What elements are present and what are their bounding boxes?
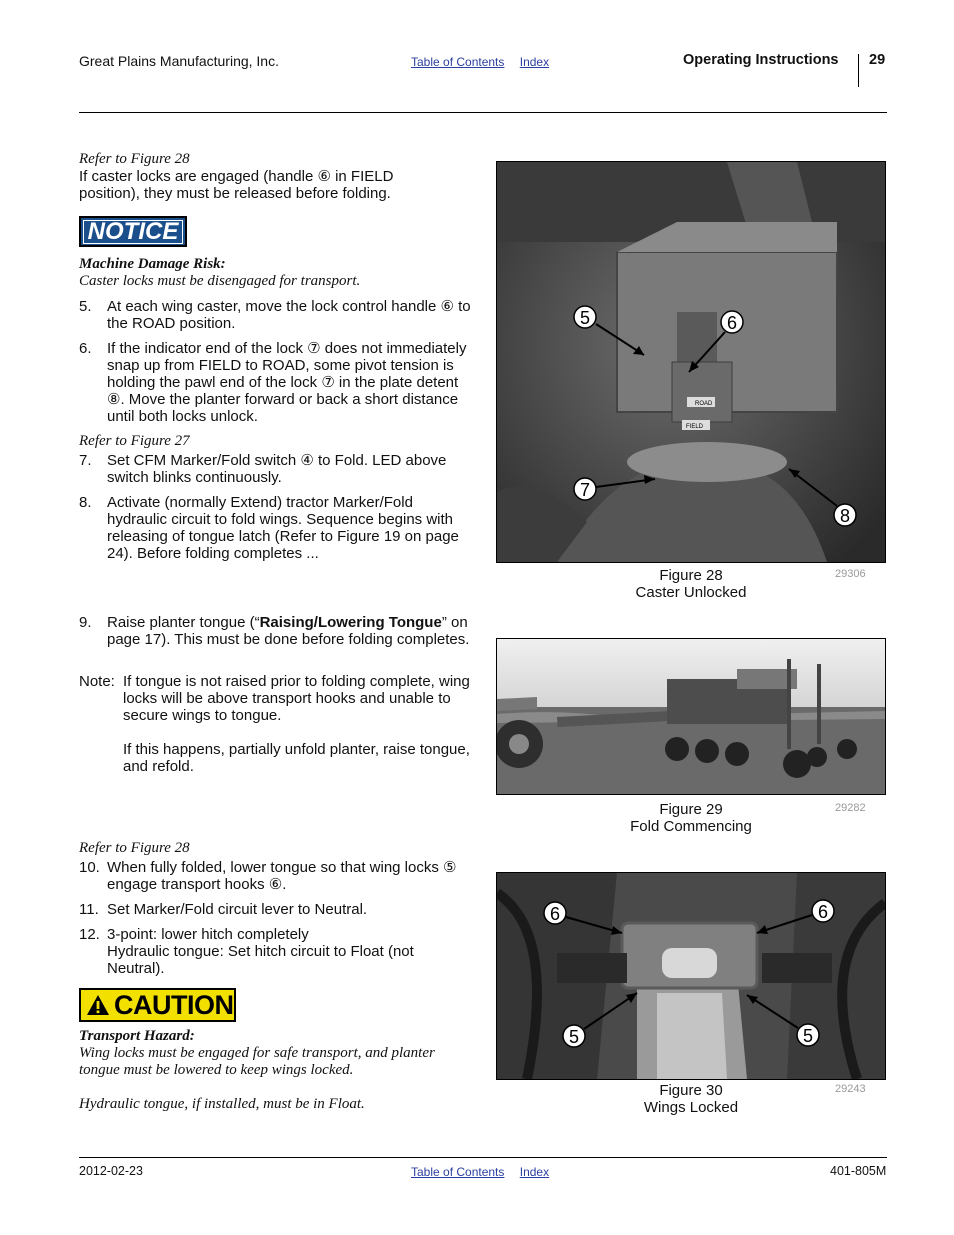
step-6 xyxy=(79,340,471,425)
step12-line-1: 3-point: lower hitch completely xyxy=(107,926,309,943)
notice-label: NOTICE xyxy=(83,220,183,244)
figure-29-title: Fold Commencing xyxy=(630,818,752,835)
header-toc-link[interactable]: Table of Contents xyxy=(411,55,505,69)
step-text: If the indicator end of the lock ⑦ does not immediately snap up from FIELD to ROAD, some pivot tension is holding the pawl end of the lock ⑦ in the plate detent ⑧. Move the planter forward or back a short distance until both locks unlock. xyxy=(107,340,467,425)
step9-post: ” on page 17). This must be done before folding completes. xyxy=(107,614,470,648)
step-number: 10. xyxy=(79,859,100,876)
caution-text-2: Hydraulic tongue, if installed, must be in Float. xyxy=(79,1096,365,1112)
refer-figure-28: Refer to Figure 28 xyxy=(79,151,190,167)
caution-label: CAUTION xyxy=(114,989,234,1020)
footer-doc-number: 401-805M xyxy=(830,1164,887,1178)
figure-29-caption xyxy=(496,801,886,835)
note-text-1: If tongue is not raised prior to folding complete, wing locks will be above transport hooks and unable to secure wings to tongue. xyxy=(123,673,470,724)
caution-body xyxy=(79,1028,471,1113)
notice-body xyxy=(79,256,471,290)
step-text xyxy=(107,614,471,648)
note-block xyxy=(79,673,471,775)
footer-links xyxy=(411,1165,561,1179)
refer-figure-28-b: Refer to Figure 28 xyxy=(79,840,190,856)
figure-29-number: Figure 29 xyxy=(659,801,723,818)
header-rule xyxy=(79,112,887,113)
step-number: 5. xyxy=(79,298,92,315)
header-section-title: Operating Instructions xyxy=(683,52,839,68)
header-links xyxy=(411,55,561,69)
refer-figure-27: Refer to Figure 27 xyxy=(79,433,190,449)
intro-paragraph: If caster locks are engaged (handle ⑥ in FIELD position), they must be released before folding. xyxy=(79,168,394,202)
figure-28-image xyxy=(496,161,886,563)
note-label: Note: xyxy=(79,673,115,690)
svg-text:6: 6 xyxy=(726,313,738,333)
header-index-link[interactable]: Index xyxy=(519,55,550,69)
figure-29-id: 29282 xyxy=(835,802,866,814)
step-11 xyxy=(79,901,471,918)
figure-29-image xyxy=(496,638,886,795)
header-company: Great Plains Manufacturing, Inc. xyxy=(79,53,279,69)
svg-text:5: 5 xyxy=(568,1027,580,1047)
figure-30-image xyxy=(496,872,886,1080)
step-text: Set Marker/Fold circuit lever to Neutral. xyxy=(107,901,368,918)
svg-text:8: 8 xyxy=(839,506,851,526)
svg-text:5: 5 xyxy=(802,1026,814,1046)
caution-title: Transport Hazard: xyxy=(79,1028,195,1044)
figure-30-caption xyxy=(496,1082,886,1116)
warning-triangle-icon xyxy=(86,994,110,1016)
figure-28-id: 29306 xyxy=(835,568,866,580)
figure-30-id: 29243 xyxy=(835,1083,866,1095)
svg-text:7: 7 xyxy=(579,480,591,500)
step-text: At each wing caster, move the lock control handle ⑥ to the ROAD position. xyxy=(107,298,471,332)
notice-text: Caster locks must be disengaged for transport. xyxy=(79,273,361,289)
step12-line-2: Hydraulic tongue: Set hitch circuit to Float (not Neutral). xyxy=(107,943,414,977)
figure-30-title: Wings Locked xyxy=(643,1099,739,1116)
step9-pre: Raise planter tongue (“ xyxy=(107,614,260,631)
step-number: 6. xyxy=(79,340,92,357)
step-9 xyxy=(79,614,471,648)
caution-text-1: Wing locks must be engaged for safe transport, and planter tongue must be lowered to keep wings locked. xyxy=(79,1045,435,1078)
figure-28-caption xyxy=(496,567,886,601)
caution-badge xyxy=(79,988,236,1022)
notice-badge xyxy=(79,216,187,247)
step-8 xyxy=(79,494,471,562)
step-7 xyxy=(79,452,471,486)
step-number: 7. xyxy=(79,452,92,469)
step-text xyxy=(107,926,471,977)
field-plate-label: FIELD xyxy=(686,424,704,430)
road-plate-label: ROAD xyxy=(695,401,713,407)
footer-date: 2012-02-23 xyxy=(79,1164,143,1178)
step9-link-text: Raising/Lowering Tongue xyxy=(259,614,442,631)
footer-toc-link[interactable]: Table of Contents xyxy=(411,1165,505,1179)
step-number: 8. xyxy=(79,494,92,511)
intro-block xyxy=(79,151,471,202)
step-number: 9. xyxy=(79,614,92,631)
step-12 xyxy=(79,926,471,977)
figure-28-number: Figure 28 xyxy=(659,567,723,584)
step-text: Set CFM Marker/Fold switch ④ to Fold. LED above switch blinks continuously. xyxy=(107,452,447,486)
notice-title: Machine Damage Risk: xyxy=(79,256,226,272)
note-text-2: If this happens, partially unfold planter, raise tongue, and refold. xyxy=(123,741,470,775)
step-text: Activate (normally Extend) tractor Marker/Fold hydraulic circuit to fold wings. Sequence begins with releasing of tongue latch (Refer to Figure 19 on page 24). Before folding completes ... xyxy=(107,494,459,562)
step-text: When fully folded, lower tongue so that wing locks ⑤ engage transport hooks ⑥. xyxy=(107,859,457,893)
svg-text:6: 6 xyxy=(817,902,829,922)
svg-text:5: 5 xyxy=(579,308,591,328)
header-divider xyxy=(858,54,859,87)
page-number: 29 xyxy=(869,52,886,68)
step-5 xyxy=(79,298,471,332)
figure-30-number: Figure 30 xyxy=(659,1082,723,1099)
footer-rule xyxy=(79,1157,887,1158)
step-number: 11. xyxy=(79,901,99,918)
svg-text:6: 6 xyxy=(549,904,561,924)
step-number: 12. xyxy=(79,926,100,943)
figure-28-title: Caster Unlocked xyxy=(635,584,747,601)
step-10 xyxy=(79,859,471,893)
footer-index-link[interactable]: Index xyxy=(519,1165,550,1179)
